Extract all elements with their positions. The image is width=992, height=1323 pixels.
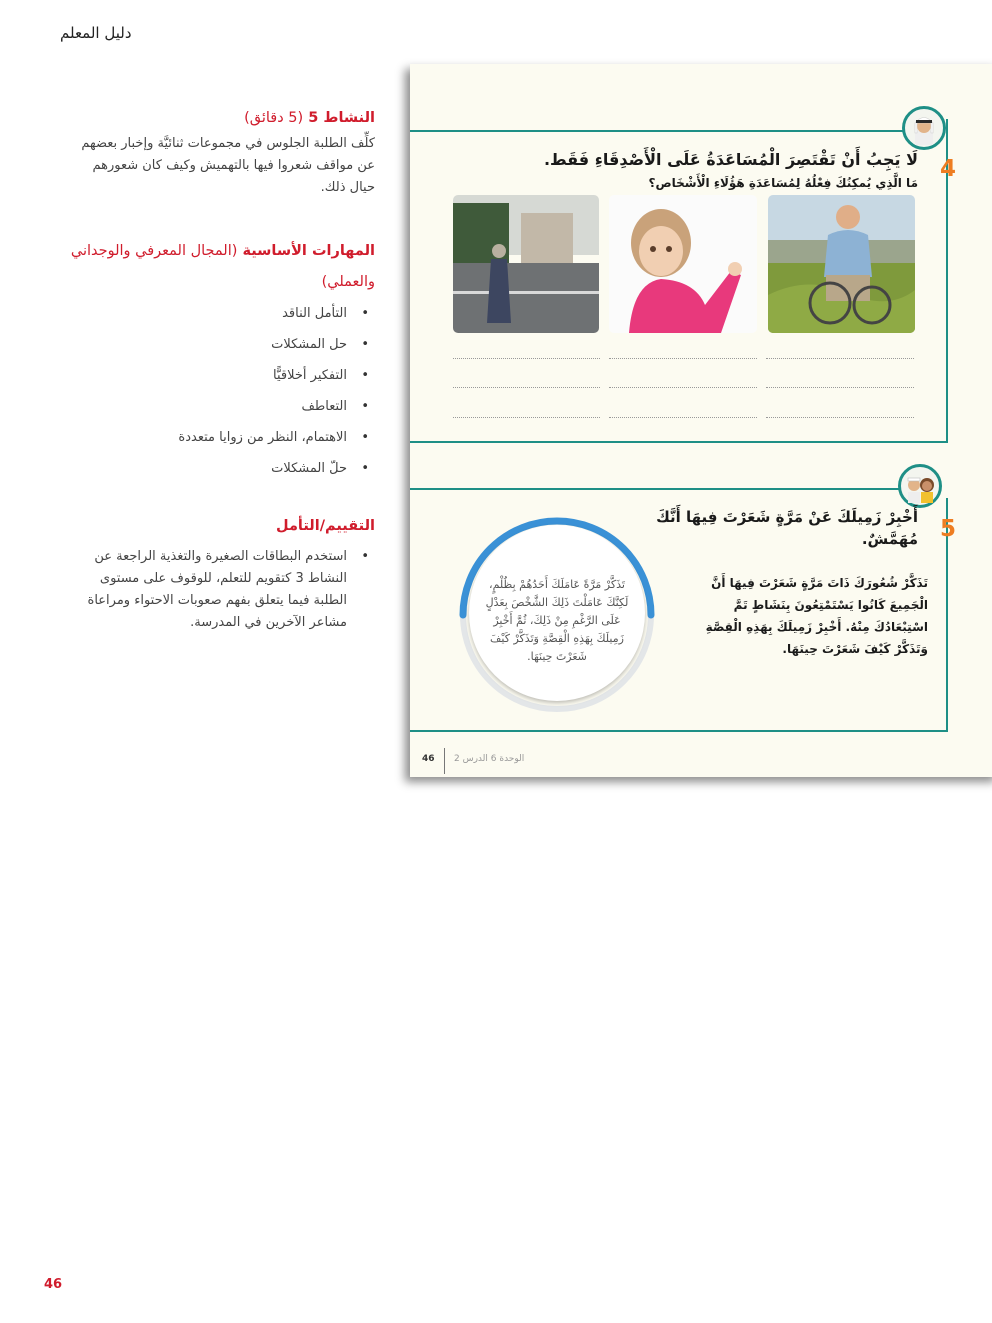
skills-list (70, 298, 375, 484)
photo-wheelchair-man (768, 195, 915, 333)
photo-little-girl (609, 195, 757, 333)
question-5-title-line1: أَخْبِرْ زَمِيلَكَ عَنْ مَرَّةٍ شَعَرْتَ فِيهَا أَنَّكَ (656, 508, 918, 526)
skills-subtitle-part1: (المجال المعرفي والوجداني (70, 243, 238, 259)
textbook-page (410, 64, 992, 777)
activity-duration: (5 دقائق) (244, 110, 304, 126)
skills-title: المهارات الأساسية (242, 243, 375, 259)
children-avatar-icon (898, 464, 942, 508)
answer-line (453, 387, 600, 388)
list-item: • التأمل الناقد (70, 298, 375, 329)
photo-old-woman-street (453, 195, 599, 333)
activity-title: النشاط 5 (308, 110, 375, 126)
answer-line (453, 417, 600, 418)
question-4-subtitle: مَا الَّذِي يُمكِنُكَ فِعْلُهُ لِمُسَاعَدَةِ هَؤُلَاءِ الْأَشْخَاص؟ (648, 176, 918, 190)
list-item: • التفكير أخلاقيًّا (70, 360, 375, 391)
skills-heading (70, 236, 375, 267)
skills-section (70, 236, 375, 484)
book-unit-label: الوحدة 6 الدرس 2 (454, 754, 525, 764)
answer-line (766, 358, 914, 359)
question-4-number: 4 (940, 156, 957, 182)
assessment-title: التقييم/التأمل (276, 518, 375, 534)
question-5-number: 5 (940, 516, 957, 542)
activity-section (70, 110, 375, 199)
page-number: 46 (44, 1277, 63, 1292)
list-item: • الاهتمام، النظر من زوايا متعددة (70, 422, 375, 453)
answer-line (609, 387, 757, 388)
list-item: • التعاطف (70, 391, 375, 422)
activity-text: كلِّف الطلبة الجلوس في مجموعات ثنائيَّة وإخبار بعضهم عن مواقف شعروا فيها بالتهميش وكيف كان شعورهم حيال ذلك. (81, 136, 375, 195)
answer-line (766, 417, 914, 418)
assessment-list (70, 546, 375, 634)
answer-line (609, 358, 757, 359)
question-5-body: تَذَكَّرْ شُعُورَكَ ذَاتَ مَرَّةٍ شَعَرْتَ فِيهَا أَنَّ الْجَمِيعَ كَانُوا يَسْتَمْتِعُونَ بِنَشَاطٍ تَمَّ اسْتِبْعَادُكَ مِنْهُ. أَخْبِرْ زَمِيلَكَ بِهَذِهِ الْقِصَّةِ وَتَذَكَّرْ كَيْفَ شَعَرْتَ حِينَهَا. (705, 576, 928, 656)
boy-avatar-icon (902, 106, 946, 150)
skills-subtitle-part2: والعملي) (321, 274, 375, 290)
answer-line (766, 387, 914, 388)
book-footer-divider (444, 748, 445, 774)
assessment-section (70, 518, 375, 634)
book-page-number: 46 (422, 754, 435, 764)
question-4-title: لَا يَجِبُ أَنْ تَقْتَصِرَ الْمُسَاعَدَةُ عَلَى الْأَصْدِقَاءِ فَقَط. (543, 150, 918, 169)
answer-line (453, 358, 600, 359)
assessment-text: • استخدم البطاقات الصغيرة والتغذية الراجعة عن النشاط 3 كتقويم للتعلم، للوقوف على مستوى الطلبة فيما يتعلق بفهم صعوبات الاحتواء ومراعاة مشاعر الآخرين في المدرسة. (70, 546, 375, 634)
guide-title: دليل المعلم (60, 24, 132, 42)
list-item: • حل المشكلات (70, 329, 375, 360)
answer-line (609, 417, 757, 418)
activity-heading (70, 110, 375, 126)
bubble-text: تَذَكَّرْ مَرَّةً عَامَلَكَ أَحَدُهُمْ بِظُلْمٍ، لَكِنَّكَ عَامَلْتَ ذَلِكَ الشَّخْصَ بِعَدْلٍ عَلَى الرَّغْمِ مِنْ ذَلِكَ، ثُمَّ أَخْبِرْ زَمِيلَكَ بِهَذِهِ الْقِصَّةِ وَتَذَكَّرْ كَيْفَ شَعَرْتَ حِينَهَا. (485, 578, 629, 663)
list-item: • حلّ المشكلات (70, 453, 375, 484)
question-5-title-line2: مُهَمَّشٌ. (861, 530, 918, 548)
